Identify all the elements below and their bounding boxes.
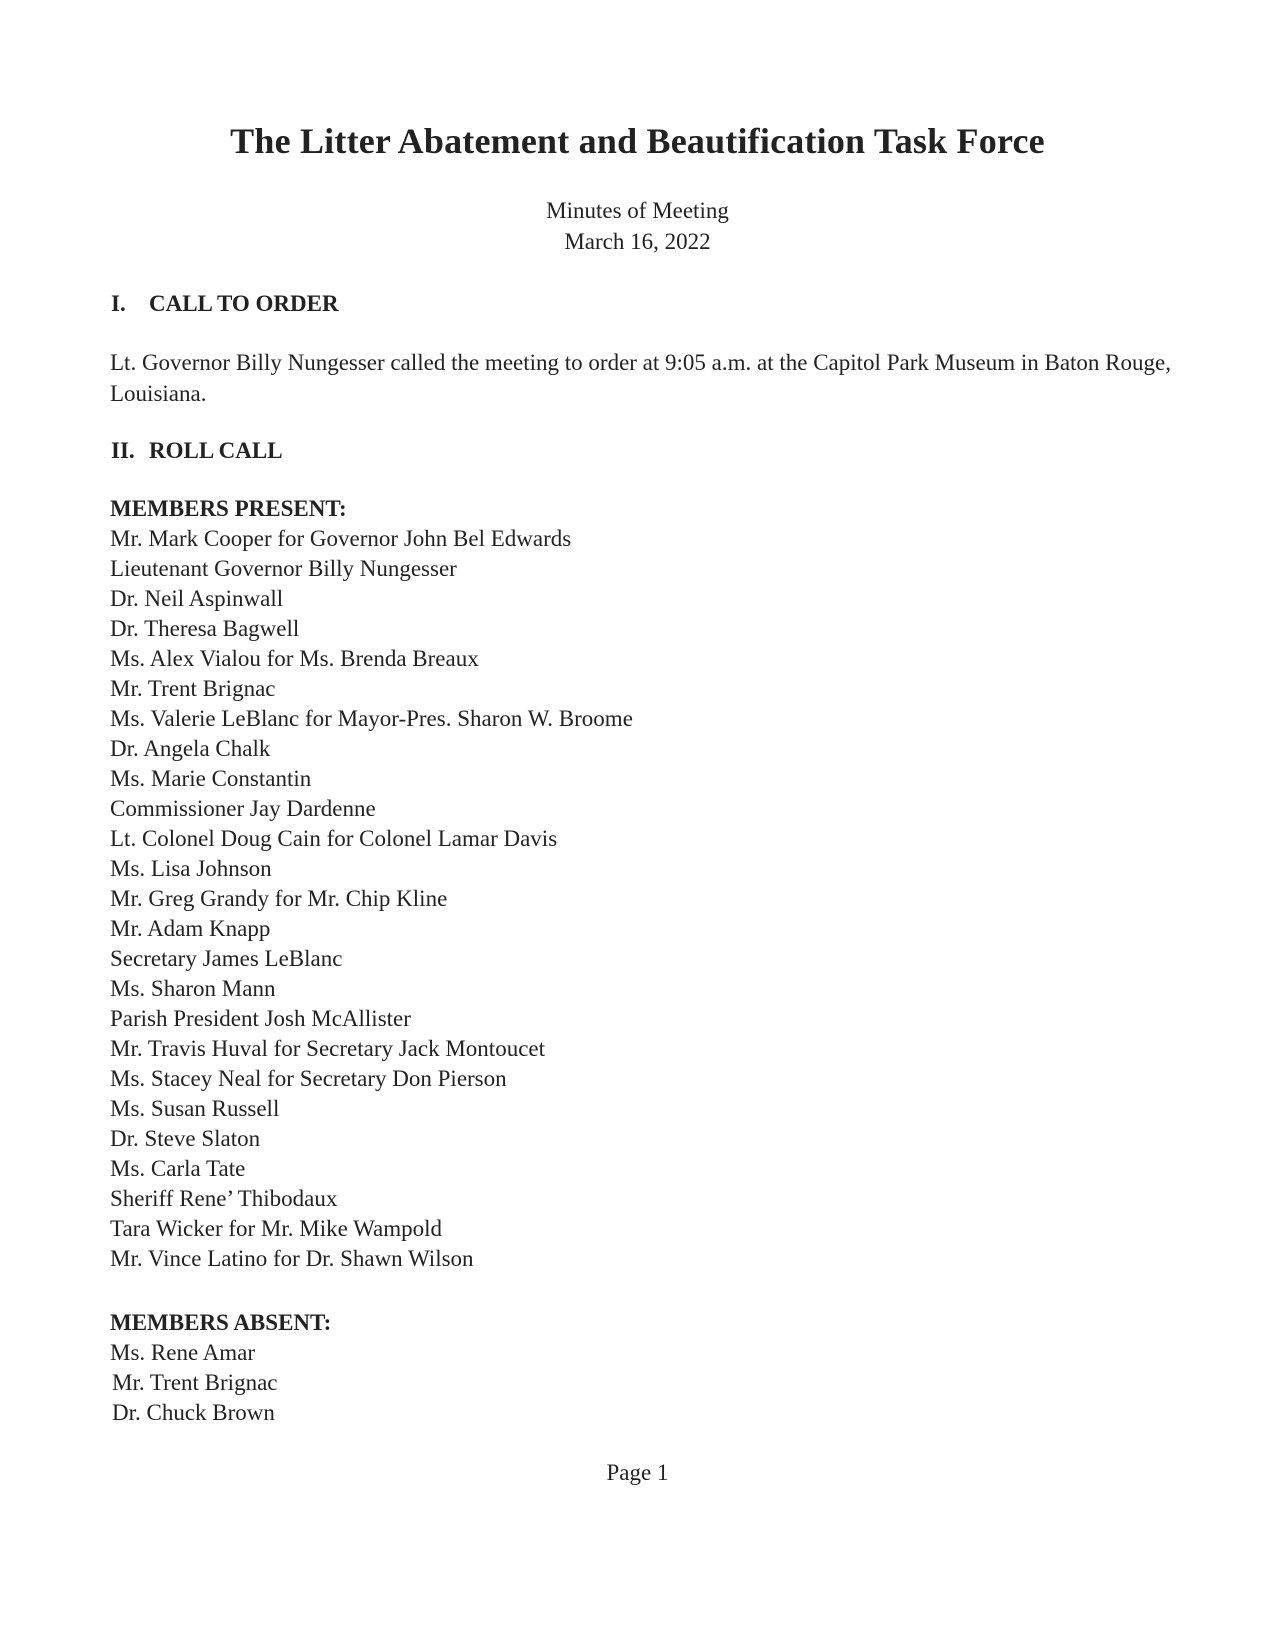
- member-list-item: Ms. Alex Vialou for Ms. Brenda Breaux: [110, 646, 479, 671]
- section-number: I.: [111, 291, 126, 316]
- member-list-item: Mr. Mark Cooper for Governor John Bel Edwards: [110, 526, 572, 551]
- member-list-item: Tara Wicker for Mr. Mike Wampold: [110, 1216, 443, 1241]
- section-title: CALL TO ORDER: [149, 291, 339, 316]
- members-absent-list: [110, 1338, 277, 1428]
- member-list-item: Lieutenant Governor Billy Nungesser: [110, 556, 457, 581]
- member-list-item: Mr. Travis Huval for Secretary Jack Montoucet: [110, 1036, 546, 1061]
- section-heading-roll-call: [111, 436, 283, 466]
- member-list-item: Dr. Neil Aspinwall: [110, 586, 284, 611]
- member-list-item: Ms. Sharon Mann: [110, 976, 276, 1001]
- members-present-label: MEMBERS PRESENT:: [110, 496, 347, 521]
- member-list-item: Mr. Adam Knapp: [110, 916, 271, 941]
- section-title: ROLL CALL: [149, 438, 283, 463]
- member-list-item: Ms. Susan Russell: [110, 1096, 280, 1121]
- member-list-item: Lt. Colonel Doug Cain for Colonel Lamar Davis: [110, 826, 558, 851]
- meeting-date: March 16, 2022: [564, 229, 711, 254]
- call-to-order-paragraph: Lt. Governor Billy Nungesser called the meeting to order at 9:05 a.m. at the Capitol Park Museum in Baton Rouge, Louisiana.: [110, 350, 1171, 406]
- member-list-item: Parish President Josh McAllister: [110, 1006, 411, 1031]
- member-list-item: Ms. Rene Amar: [110, 1340, 256, 1365]
- member-list-item: Secretary James LeBlanc: [110, 946, 343, 971]
- member-list-item: Dr. Chuck Brown: [112, 1400, 275, 1425]
- member-list-item: Sheriff Rene’ Thibodaux: [110, 1186, 338, 1211]
- member-list-item: Mr. Vince Latino for Dr. Shawn Wilson: [110, 1246, 474, 1271]
- member-list-item: Dr. Theresa Bagwell: [110, 616, 300, 641]
- member-list-item: Ms. Stacey Neal for Secretary Don Pierson: [110, 1066, 507, 1091]
- members-present-list: [110, 524, 633, 1274]
- members-absent-label: MEMBERS ABSENT:: [110, 1310, 332, 1335]
- document-subtitle: Minutes of Meeting: [546, 198, 729, 223]
- member-list-item: Mr. Trent Brignac: [110, 676, 276, 701]
- member-list-item: Ms. Marie Constantin: [110, 766, 312, 791]
- member-list-item: Mr. Greg Grandy for Mr. Chip Kline: [110, 886, 448, 911]
- member-list-item: Ms. Valerie LeBlanc for Mayor-Pres. Sharon W. Broome: [110, 706, 633, 731]
- document-title: The Litter Abatement and Beautification Task Force: [230, 121, 1045, 161]
- section-heading-call-to-order: [111, 289, 339, 319]
- member-list-item: Commissioner Jay Dardenne: [110, 796, 376, 821]
- page-number: Page 1: [606, 1460, 669, 1485]
- member-list-item: Dr. Angela Chalk: [110, 736, 271, 761]
- member-list-item: Ms. Lisa Johnson: [110, 856, 272, 881]
- section-number: II.: [111, 438, 135, 463]
- member-list-item: Dr. Steve Slaton: [110, 1126, 261, 1151]
- member-list-item: Mr. Trent Brignac: [112, 1370, 278, 1395]
- member-list-item: Ms. Carla Tate: [110, 1156, 246, 1181]
